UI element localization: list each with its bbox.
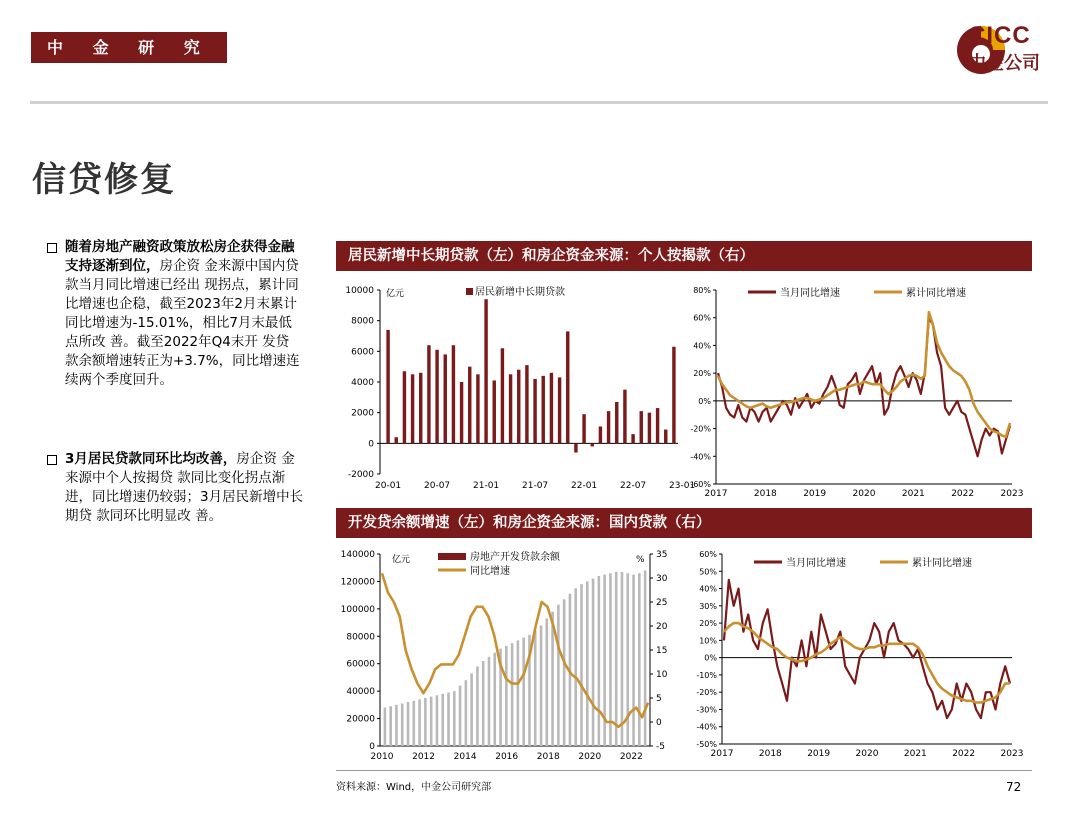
series-line-1: [718, 318, 1010, 457]
x-tick-label: 2018: [536, 752, 560, 762]
legend-label: 同比增速: [470, 566, 510, 577]
bar: [672, 347, 675, 444]
bar: [470, 673, 473, 746]
bar: [533, 379, 536, 443]
x-tick-label: 2023: [1000, 489, 1024, 499]
bar: [609, 573, 612, 746]
bar: [511, 643, 514, 746]
legend-swatch: [438, 553, 466, 560]
y-tick-label: -40%: [696, 722, 717, 732]
bar: [401, 703, 404, 746]
growth-line: [382, 573, 648, 727]
x-tick-label: 2021: [901, 489, 925, 499]
y-tick-label: 6000: [351, 347, 374, 358]
y-tick-label: 60000: [346, 659, 375, 670]
bar: [476, 666, 479, 746]
logo-cn-text: 中金公司: [968, 53, 1040, 74]
bar: [574, 588, 577, 746]
bar: [623, 390, 626, 444]
bar: [427, 345, 430, 443]
x-tick-label: 2021: [903, 749, 927, 759]
x-tick-label: 2010: [370, 752, 394, 762]
x-tick-label: 2016: [495, 752, 519, 762]
y-tick-label: 0: [368, 439, 374, 450]
bar: [664, 430, 667, 444]
chart-dev-loan-balance: [336, 542, 686, 770]
bar: [468, 367, 471, 444]
y2-tick-label: -5: [656, 742, 665, 752]
x-tick-label: 2018: [753, 489, 777, 499]
bar: [566, 331, 569, 443]
y-tick-label: 40%: [699, 584, 717, 594]
bar: [435, 350, 438, 444]
department-banner: 中 金 研 究 部: [31, 32, 227, 63]
bar: [395, 437, 398, 443]
bar: [459, 686, 462, 746]
bar: [598, 576, 601, 746]
y-tick-label: -20%: [690, 424, 711, 434]
legend-label: 当月同比增速: [786, 558, 846, 569]
y-tick-label: 100000: [340, 604, 375, 615]
bar: [546, 618, 549, 746]
x-tick-label: 21-01: [473, 481, 500, 491]
source-divider: [336, 770, 1032, 771]
unit-label: 亿元: [386, 289, 405, 299]
bar: [656, 408, 659, 443]
bar: [493, 380, 496, 443]
x-tick-label: 22-01: [571, 481, 598, 491]
page-title: 信贷修复: [32, 160, 176, 200]
legend-label: 累计同比增速: [906, 288, 966, 299]
bar: [638, 573, 641, 746]
bar: [460, 382, 463, 443]
bar: [407, 702, 410, 746]
bullet-marker: [47, 455, 57, 465]
bar: [386, 330, 389, 443]
bar: [592, 579, 595, 746]
header-divider: [30, 101, 1048, 104]
x-tick-label: 2019: [807, 749, 831, 759]
x-tick-label: 22-07: [620, 481, 647, 491]
y-tick-label: 10000: [345, 286, 374, 296]
bar: [640, 411, 643, 443]
y-tick-label: 60%: [693, 313, 711, 323]
bullet-2: [47, 450, 305, 526]
source-note: 资料来源：Wind，中金公司研究部: [336, 782, 492, 793]
y-tick-label: -50%: [696, 740, 717, 749]
y-tick-label: 0: [369, 742, 375, 752]
x-tick-label: 2022: [952, 749, 976, 759]
y-tick-label: 8000: [351, 316, 374, 327]
x-tick-label: 20-01: [375, 481, 402, 491]
y-tick-label: 2000: [351, 408, 374, 419]
bar: [411, 374, 414, 443]
y2-tick-label: 20: [656, 622, 668, 632]
bar: [580, 584, 583, 746]
x-tick-label: 2020: [852, 489, 876, 499]
y-tick-label: -40%: [690, 452, 711, 462]
y-tick-label: 40%: [693, 341, 711, 351]
bar: [574, 443, 577, 452]
x-tick-label: 2020: [855, 749, 879, 759]
y-tick-label: -60%: [690, 480, 711, 489]
x-tick-label: 2012: [412, 752, 436, 762]
bar: [582, 414, 585, 443]
bar: [599, 426, 602, 443]
bar: [501, 348, 504, 443]
y-tick-label: 4000: [351, 378, 374, 388]
page-number: 72: [1006, 780, 1022, 794]
x-tick-label: 20-07: [424, 481, 451, 491]
y2-tick-label: 5: [656, 694, 662, 704]
x-tick-label: 2014: [453, 752, 477, 762]
bar: [621, 572, 624, 746]
y2-tick-label: 0: [656, 718, 662, 728]
bar: [465, 680, 468, 746]
x-tick-label: 2018: [758, 749, 782, 759]
y-tick-label: 30%: [699, 601, 717, 611]
chart-mortgage-loans: [336, 278, 696, 498]
y-tick-label: -10%: [696, 670, 717, 680]
x-tick-label: 2020: [578, 752, 602, 762]
y-tick-label: 140000: [340, 550, 375, 560]
bar: [509, 374, 512, 443]
y2-tick-label: 30: [656, 574, 668, 584]
bullet-1-text: 房企资 金来源中国内贷 款当月同比增速已经出 现拐点，累计同比增速也企稳，截至2023年2月末累计同比增速为-15.01%，相比7月末最低点所改 善。截至2022年Q4末开 发贷 款余额增速转正为+3.7%，同比增速连续两个季度回升。: [65, 258, 300, 388]
bar: [444, 354, 447, 443]
y-tick-label: 20000: [346, 714, 375, 725]
legend-swatch: [466, 288, 473, 295]
bar: [525, 365, 528, 443]
bar: [550, 373, 553, 444]
y-tick-label: 0%: [704, 653, 717, 663]
panel-2-header: 开发贷余额增速（左）和房企资金来源：国内贷款（右）: [336, 508, 1032, 538]
bar: [591, 443, 594, 446]
legend-label: 累计同比增速: [912, 558, 972, 569]
y2-tick-label: 35: [656, 550, 668, 560]
y-tick-label: 120000: [340, 577, 375, 588]
bullet-marker: [47, 243, 57, 253]
x-tick-label: 21-07: [522, 481, 549, 491]
bullet-2-text: 房企资 金来源中个人按揭贷 款同比变化拐点渐进，同比增速仍较弱；3月居民新增中长期贷 款同环比明显改 善。: [65, 451, 304, 524]
bar: [418, 699, 421, 746]
y-tick-label: 80000: [346, 632, 375, 643]
y-tick-label: 60%: [699, 550, 717, 559]
x-tick-label: 23-01: [669, 481, 696, 491]
bullet-1-bold: 随着房地产融资政策放松房企获得金融支持逐渐到位，: [65, 239, 295, 274]
bar: [534, 631, 537, 746]
bar: [436, 695, 439, 746]
bullet-1: [47, 238, 305, 390]
bar: [484, 299, 487, 443]
bar: [395, 705, 398, 746]
bar: [632, 575, 635, 746]
series-line-2: [724, 623, 1010, 702]
y2-tick-label: 25: [656, 598, 668, 608]
legend-label: 居民新增中长期贷款: [475, 287, 565, 298]
bar: [615, 402, 618, 443]
x-tick-label: 2019: [803, 489, 827, 499]
panel-1-header: 居民新增中长期贷款（左）和房企资金来源：个人按揭款（右）: [336, 241, 1032, 271]
bar: [631, 434, 634, 443]
bar: [482, 661, 485, 746]
bar: [540, 625, 543, 746]
bar: [413, 701, 416, 746]
bar: [558, 377, 561, 443]
y-tick-label: 80%: [693, 286, 711, 295]
y-tick-label: 40000: [346, 687, 375, 698]
chart-mortgage-growth: [680, 278, 1030, 498]
x-tick-label: 2022: [951, 489, 975, 499]
bar: [505, 646, 508, 746]
bar: [586, 581, 589, 746]
x-tick-label: 2023: [1000, 749, 1024, 759]
bar: [419, 373, 422, 444]
bar: [447, 693, 450, 746]
x-tick-label: 2017: [710, 749, 734, 759]
bar: [615, 572, 618, 746]
y2-tick-label: 10: [656, 670, 668, 680]
bar: [517, 640, 520, 746]
y2-tick-label: 15: [656, 646, 668, 656]
x-tick-label: 2022: [619, 752, 643, 762]
y-tick-label: 10%: [699, 636, 717, 646]
y-tick-label: 20%: [699, 619, 717, 629]
y-tick-label: 0%: [698, 396, 711, 406]
bar: [384, 708, 387, 746]
bar: [563, 599, 566, 746]
legend-label: 房地产开发贷款余额: [470, 552, 560, 563]
chart-domestic-loans: [680, 542, 1030, 770]
unit-label-right: %: [636, 555, 645, 565]
bullet-2-bold: 3月居民贷款同环比均改善，: [65, 451, 237, 467]
bar: [607, 411, 610, 443]
y-tick-label: -2000: [347, 470, 374, 480]
bar: [542, 376, 545, 443]
bar: [389, 706, 392, 746]
bar: [493, 653, 496, 746]
bar: [488, 657, 491, 746]
bar: [403, 371, 406, 443]
bar: [441, 694, 444, 746]
bar: [424, 698, 427, 746]
logo-text: CICC: [968, 22, 1031, 49]
x-tick-label: 2017: [704, 489, 728, 499]
bar: [522, 638, 525, 746]
bar: [452, 345, 455, 443]
y-tick-label: 20%: [693, 369, 711, 379]
y-tick-label: -30%: [696, 705, 717, 715]
y-tick-label: 50%: [699, 567, 717, 577]
y-tick-label: -20%: [696, 688, 717, 698]
unit-label-left: 亿元: [392, 555, 411, 565]
bar: [557, 605, 560, 746]
bar: [476, 374, 479, 443]
bar: [453, 691, 456, 746]
bar: [648, 413, 651, 444]
bar: [517, 370, 520, 444]
legend-label: 当月同比增速: [780, 288, 840, 299]
bar: [430, 697, 433, 746]
bar: [644, 570, 647, 746]
